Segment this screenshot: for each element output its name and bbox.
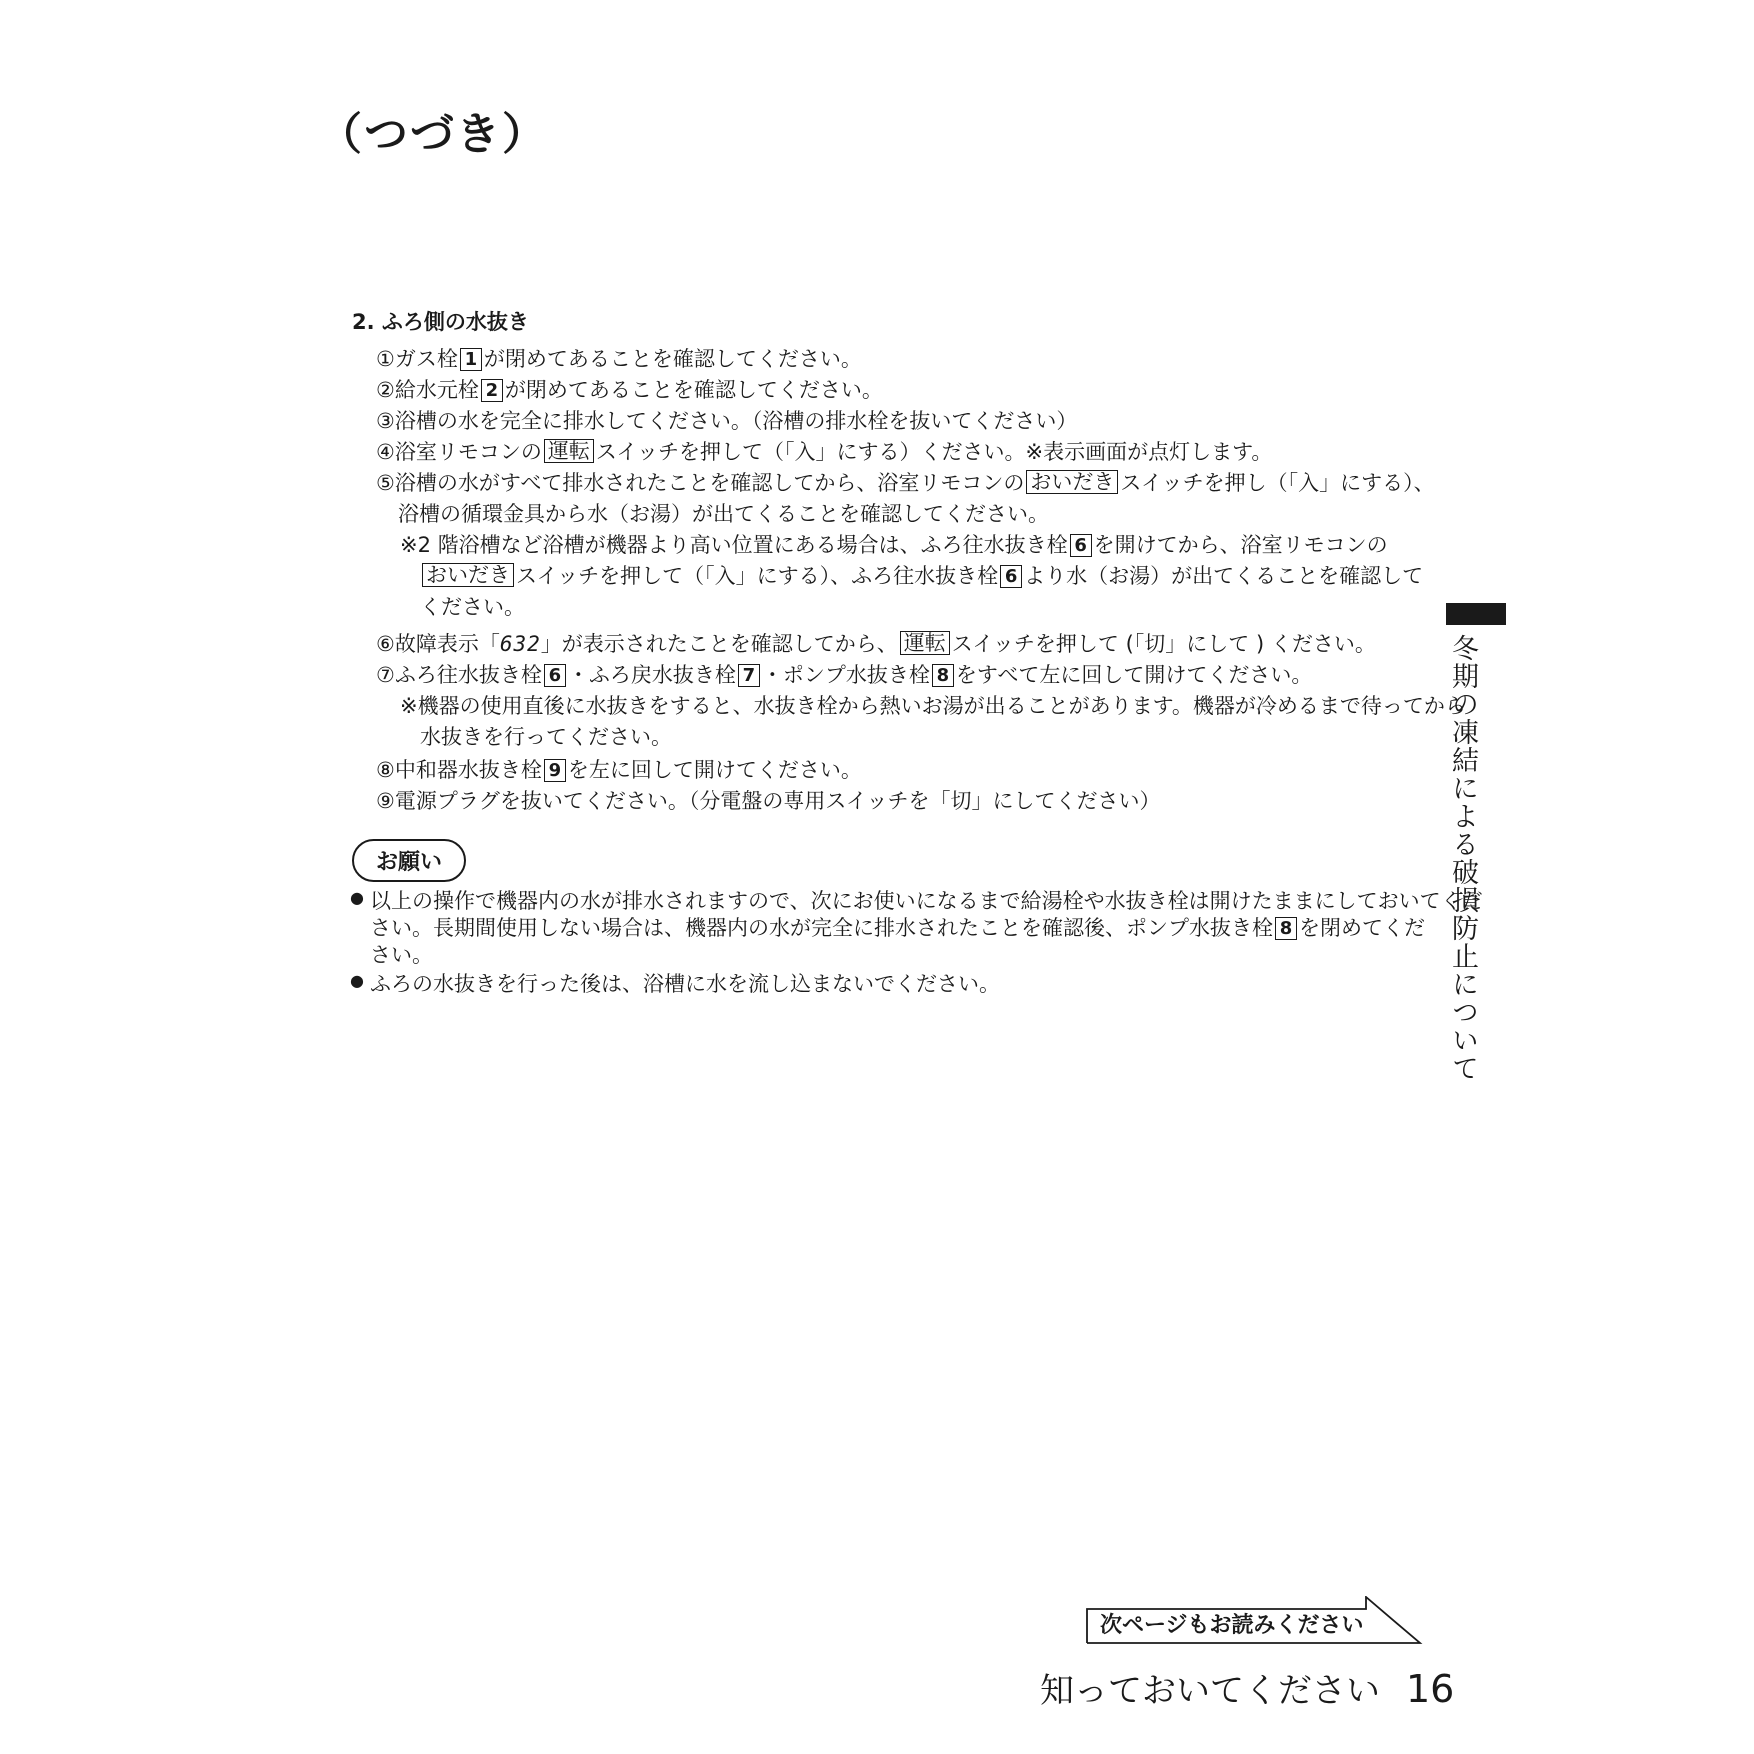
- valve-number-9: 9: [544, 759, 566, 782]
- step-1-text-b: が閉めてあることを確認してください。: [483, 347, 862, 371]
- section-title: 2. ふろ側の水抜き: [352, 310, 529, 334]
- step-2: [376, 375, 1432, 406]
- step-1: [376, 344, 1432, 375]
- step-7-text-d: をすべて左に回して開けてください。: [955, 663, 1313, 687]
- step-6-text-c: スイッチを押して (「切」にして ) ください。: [951, 632, 1376, 656]
- unten-switch-label: 運転: [544, 439, 594, 463]
- valve-number-6: 6: [1070, 534, 1092, 557]
- step-5-note-line2: [420, 561, 1432, 592]
- step-5-text-a: ⑤浴槽の水がすべて排水されたことを確認してから、浴室リモコンの: [376, 471, 1025, 495]
- request-bullet-1: [348, 888, 1483, 969]
- step-9: ⑨電源プラグを抜いてください。（分電盤の専用スイッチを「切」にしてください）: [376, 789, 1161, 813]
- request-badge: お願い: [352, 839, 466, 882]
- step-5-text-b: スイッチを押し（「入」にする）、: [1120, 471, 1435, 495]
- valve-number-8: 8: [932, 664, 954, 687]
- step-7-note-cont: 水抜きを行ってください。: [420, 725, 672, 749]
- step-6: [376, 629, 1432, 660]
- step-1-text-a: ①ガス栓: [376, 347, 458, 371]
- valve-number-6c: 6: [544, 664, 566, 687]
- valve-number-8b: 8: [1275, 917, 1297, 940]
- step-3: ③浴槽の水を完全に排水してください。（浴槽の排水栓を抜いてください）: [376, 409, 1078, 433]
- request-bullet-1-line-3: さい。: [370, 943, 433, 967]
- request-bullet-1-text-b1: さい。長期間使用しない場合は、機器内の水が完全に排水されたことを確認後、ポンプ水抜き栓: [370, 916, 1273, 940]
- step-5-note: [400, 530, 1432, 561]
- step-7-note: ※機器の使用直後に水抜きをすると、水抜き栓から熱いお湯が出ることがあります。機器が冷めるまで待ってから: [400, 694, 1466, 718]
- step-5-note-b: を開けてから、浴室リモコンの: [1093, 533, 1388, 557]
- request-bullet-1-text-b2: を閉めてくだ: [1299, 916, 1425, 940]
- step-4: [376, 437, 1432, 468]
- step-8-text-a: ⑧中和器水抜き栓: [376, 758, 542, 782]
- unten-switch-label-2: 運転: [900, 631, 950, 655]
- step-6-text-a: ⑥故障表示「: [376, 632, 500, 656]
- request-section: [352, 839, 1432, 882]
- step-7-text-c: ・ポンプ水抜き栓: [761, 663, 930, 687]
- step-7-text-b: ・ふろ戻水抜き栓: [567, 663, 736, 687]
- page-number: 16: [1406, 1667, 1455, 1711]
- step-8-text-b: を左に回して開けてください。: [567, 758, 862, 782]
- step-5-note-d: より水（お湯）が出てくることを確認して: [1024, 564, 1424, 588]
- step-5: [376, 468, 1435, 499]
- step-5-note-c: スイッチを押して（「入」にする）、ふろ往水抜き栓: [516, 564, 999, 588]
- request-bullet-1-line-1: 以上の操作で機器内の水が排水されますので、次にお使いになるまで給湯栓や水抜き栓は開けたままにしておいてくだ: [370, 889, 1483, 913]
- step-5-note-a: ※2 階浴槽など浴槽が機器より高い位置にある場合は、ふろ往水抜き栓: [400, 533, 1068, 557]
- oidaki-switch-label-2: おいだき: [422, 563, 514, 587]
- valve-number-1: 1: [460, 348, 482, 371]
- step-4-text-a: ④浴室リモコンの: [376, 440, 542, 464]
- step-8: [376, 755, 1432, 786]
- page-footer: [1040, 1663, 1454, 1712]
- page-heading: （つづき）: [318, 109, 548, 160]
- step-2-text-a: ②給水元栓: [376, 378, 479, 402]
- request-bullet-2-text: ふろの水抜きを行った後は、浴槽に水を流し込まないでください。: [370, 972, 1000, 996]
- side-tab-title: 冬期の凍結による破損防止について: [1447, 634, 1478, 1082]
- side-tab-marker: [1446, 603, 1506, 625]
- valve-number-2: 2: [481, 379, 503, 402]
- bullet-icon: ●: [350, 971, 364, 990]
- step-2-text-b: が閉めてあることを確認してください。: [504, 378, 883, 402]
- next-page-arrow: [1086, 1596, 1426, 1644]
- next-page-label: 次ページもお読みください: [1100, 1613, 1364, 1638]
- step-4-text-b: スイッチを押して（「入」にする）ください。※表示画面が点灯します。: [595, 440, 1273, 464]
- bullet-icon: ●: [350, 888, 364, 907]
- valve-number-6b: 6: [1000, 565, 1022, 588]
- request-bullet-2: [348, 971, 1432, 998]
- request-bullet-1-line-2: [370, 915, 1432, 942]
- step-5-cont: 浴槽の循環金具から水（お湯）が出てくることを確認してください。: [398, 502, 1049, 526]
- error-code: 632: [499, 632, 541, 656]
- step-6-text-b: 」が表示されたことを確認してから、: [540, 632, 898, 656]
- footer-label: 知っておいてください: [1040, 1671, 1380, 1711]
- valve-number-7: 7: [738, 664, 760, 687]
- step-7: [376, 660, 1432, 691]
- oidaki-switch-label: おいだき: [1026, 470, 1118, 494]
- step-7-text-a: ⑦ふろ往水抜き栓: [376, 663, 542, 687]
- step-5-note-line3: ください。: [420, 595, 525, 619]
